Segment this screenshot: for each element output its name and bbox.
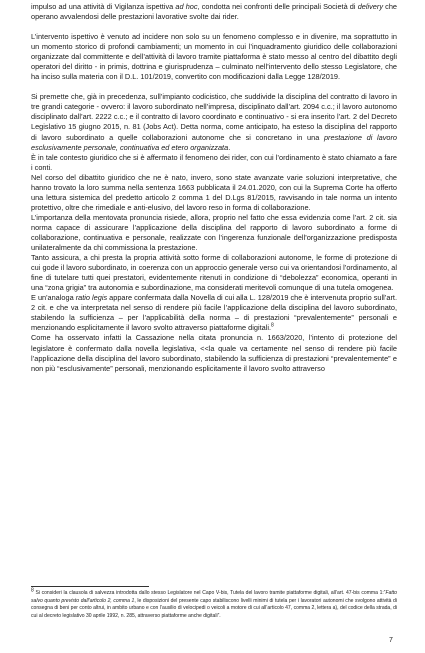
text-run: E un'analoga — [31, 293, 76, 303]
footnote-separator — [31, 586, 149, 587]
paragraph — [31, 92, 397, 152]
italic-text: ratio legis — [75, 293, 108, 303]
text-run: Come ha osservato infatti la Cassazione nella citata pronuncia n. 1663/2020, l’intento di protezione del legislatore è confermato dalla novella legislativa, <<la quale va certamente nel senso di rendere più facile l’applicazione della disciplina del lavoro subordinato, stabilendo la sufficienza di prestazioni “prevalentemente” e non più “esclusivamente” personali, menzionando esplicitamente il lavoro svolto attraverso — [31, 333, 397, 373]
paragraph — [31, 32, 397, 82]
text-run: appare confermata dalla Novella di cui alla L. 128/2019 che è intervenuta proprio sull’art. 2 cit. e che va interpretata nel senso di rendere più facile l’applicazione della disciplina del lavoro subordinato, stabilendo la sufficienza – per l’applicabilità della norma – di prestazioni “prevalentemente” personali e menzionando esplicitamente il lavoro svolto attraverso piattaforme digitali. — [31, 293, 397, 333]
text-run: che operano avvalendosi delle prestazioni lavorative svolte dai rider. — [31, 2, 397, 22]
italic-text: Fatto salvo quanto previsto dall’articolo 2, comma 1 — [31, 590, 397, 604]
page-number: 7 — [389, 637, 393, 644]
paragraph — [31, 213, 397, 253]
text-run: . — [228, 142, 231, 152]
paragraph — [31, 173, 397, 213]
text-run: Si consideri la clausola di salvezza introdotta dallo stesso Legislatore nel Capo V-bis, Tutela del lavoro tramite piattaforme digitali, all’art. 47-bis comma 1:“ — [33, 590, 386, 596]
text-run: L’intervento ispettivo è venuto ad incidere non solo su un fenomeno complesso e in divenire, ma soprattutto in un momento storico di profondi cambiamenti; un momento in cui l’inquadramento giuridico delle collaborazioni organizzate dal committente e dell’attività di lavoro tramite piattaforma è stato messo al centro del dibattito degli operatori del diritto - in primis, dottrina e giurisprudenza – culminato nell’intervento dello stesso Legislatore, che ha inciso sulla materia con il D.L. 101/2019, convertito con modificazioni dalla Legge 128/2019. — [31, 32, 397, 82]
paragraph — [31, 153, 397, 173]
footnote-ref: 8 — [31, 587, 34, 594]
text-run: È in tale contesto giuridico che si è affermato il fenomeno dei rider, con cui l’ordinamento è stato chiamato a fare i conti. — [31, 152, 397, 172]
text-run: impulso ad una attività di Vigilanza ispettiva — [31, 2, 176, 11]
footnote-ref: 8 — [271, 322, 274, 329]
paragraph — [31, 293, 397, 333]
main-text — [31, 2, 397, 374]
text-run: Nel corso del dibattito giuridico che ne è nato, invero, sono state avanzate varie soluzioni interpretative, che hanno trovato la loro summa nella sentenza 1663 pubblicata il 24.01.2020, con cui la Suprema Corte ha offerto una lettura sistemica del predetto articolo 2 comma 1 del D.Lgs 81/2015, ravvisando in tale norma un intento protettivo, oltre che rimediale e anti-elusivo, del lavoro reso in forma di collaborazione. — [31, 172, 397, 212]
paragraph-spacer — [31, 82, 397, 92]
paragraph — [31, 2, 397, 22]
italic-text: delivery — [357, 2, 383, 11]
text-run: Tanto assicura, a chi presta la propria attività sotto forme di collaborazioni autonome, le forme di protezione di cui gode il lavoro subordinato, in coerenza con un approccio generale verso cui va orientandosi l’ordinamento, al fine di tutelare tutti quei prestatori, evidentemente ritenuti in condizione di “debolezza” economica, operanti in una “zona grigia” tra autonomia e subordinazione, ma considerati meritevoli comunque di una tutela omogenea. — [31, 253, 397, 293]
text-run: L’importanza della mentovata pronuncia risiede, allora, proprio nel fatto che essa evidenzia come l’art. 2 cit. sia norma capace di assicurare l’applicazione della disciplina del rapporto di lavoro subordinato a forme di collaborazione, continuativa e personale, realizzate con l’ingerenza funzionale dell’organizzazione predisposta unilateralmente da chi commissiona la prestazione. — [31, 212, 397, 253]
italic-text: prestazione di lavoro esclusivamente personale, continuativa ed etero organizzata — [31, 132, 398, 152]
paragraph — [31, 333, 397, 373]
footnote-8 — [31, 587, 397, 621]
italic-text: ad hoc — [175, 2, 198, 11]
text-run: , le disposizioni del presente capo stabiliscono livelli minimi di tutela per i lavoratori autonomi che svolgono attività di consegna di beni per conto altrui, in ambito urbano e con l’ausilio di velocipedi o veicoli a motore di cui all’articolo 47, comma 2, lettera a), del codice della strada, di cui al decreto legislativo 30 aprile 1992, n. 285, attraverso piattaforme anche digitali”. — [31, 597, 397, 620]
text-run: , condotta nei confronti delle principali Società di — [197, 2, 358, 11]
paragraph — [31, 253, 397, 293]
paragraph-spacer — [31, 22, 397, 32]
text-run: Si premette che, già in precedenza, sull’impianto codicistico, che suddivide la disciplina del contratto di lavoro in tre grandi categorie - ovvero: il lavoro subordinato nell’impresa, disciplinato dall’art. 2094 c.c.; il lavoro autonomo disciplinato dall’art. 2222 c.c.; e il contratto di lavoro coordinato e continuativo - si era inserito l’art. 2 del Decreto Legislativo 15 giugno 2015, n. 81 (Jobs Act). Detta norma, come anticipato, ha esteso la disciplina del rapporto di lavoro subordinato a quelle collaborazioni autonome che si concretano in una — [31, 92, 397, 142]
